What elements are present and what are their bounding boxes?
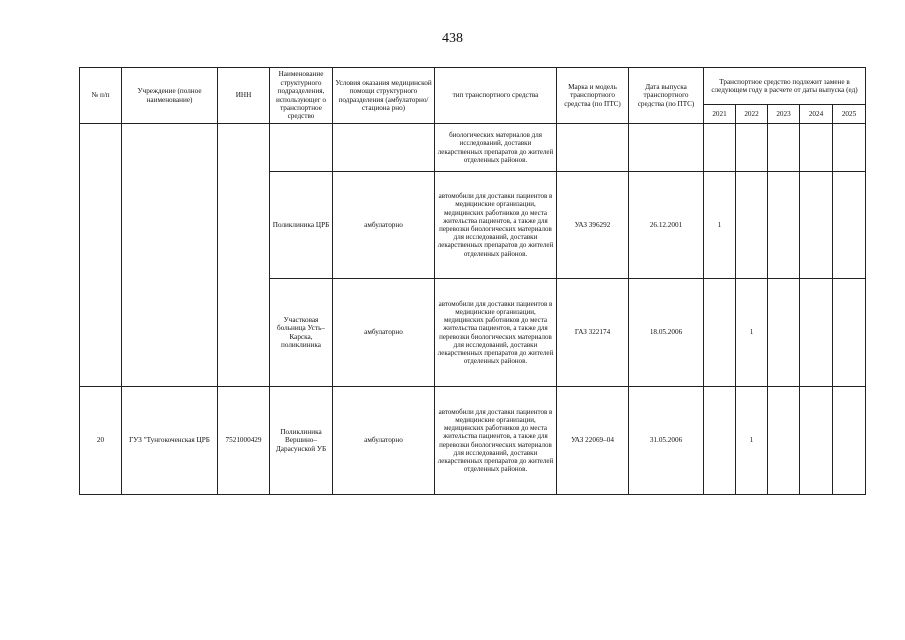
table-row [80,124,866,172]
institution-cell [122,124,218,387]
header-model: Марка и модель транспортного средства (по ПТС) [557,68,629,124]
year-2021-cell [704,124,736,172]
unit-cell [270,124,333,172]
year-2024-cell [800,124,833,172]
year-2025-cell [833,124,866,172]
header-row [80,68,866,105]
header-year-2021: 2021 [704,105,736,124]
conditions-cell: амбулаторно [333,172,435,279]
header-conditions: Условия оказания медицинской помощи структурного подразделения (амбулаторно/стациона рно) [333,68,435,124]
page-number: 438 [442,31,463,46]
unit-cell: Участковая больница Усть–Карска, поликлиника [270,279,333,387]
year-2022-cell: 1 [736,387,768,495]
header-year-2025: 2025 [833,105,866,124]
issue-date-cell [629,124,704,172]
issue-date-cell: 31.05.2006 [629,387,704,495]
header-unit: Наименование структурного подразделения, использующег о транспортное средство [270,68,333,124]
conditions-cell: амбулаторно [333,387,435,495]
vehicle-type-cell: биологических материалов для исследований, доставки лекарственных препаратов до жителей отделенных районов. [435,124,557,172]
vehicle-type-cell: автомобили для доставки пациентов в медицинские организации, медицинских работников до места жительства пациентов, а также для перевозки биологических материалов для исследований, доставки лекарственных препаратов до жителей отделенных районов. [435,387,557,495]
num-cell [80,124,122,387]
header-replacement: Транспортное средство подлежит замене в следующем году в расчете от даты выпуска (ед) [704,68,866,105]
year-2022-cell [736,172,768,279]
unit-cell: Поликлиника ЦРБ [270,172,333,279]
model-cell: УАЗ 396292 [557,172,629,279]
year-2021-cell: 1 [704,172,736,279]
year-2022-cell: 1 [736,279,768,387]
header-year-2023: 2023 [768,105,800,124]
table-row [80,387,866,495]
header-year-2022: 2022 [736,105,768,124]
year-2022-cell [736,124,768,172]
header-issue-date: Дата выпуска транспортного средства (по ПТС) [629,68,704,124]
header-vehicle-type: тип транспортного средства [435,68,557,124]
unit-cell: Поликлиника Вершино–Дарасунской УБ [270,387,333,495]
year-2024-cell [800,387,833,495]
inn-cell [218,124,270,387]
header-num: № п/п [80,68,122,124]
year-2024-cell [800,279,833,387]
year-2023-cell [768,387,800,495]
inn-cell: 7521000429 [218,387,270,495]
year-2023-cell [768,124,800,172]
vehicle-type-cell: автомобили для доставки пациентов в медицинские организации, медицинских работников до места жительства пациентов, а также для перевозки биологических материалов для исследований, доставки лекарственных препаратов до жителей отделенных районов. [435,279,557,387]
vehicle-type-cell: автомобили для доставки пациентов в медицинские организации, медицинских работников до места жительства пациентов, а также для перевозки биологических материалов для исследований, доставки лекарственных препаратов до жителей отделенных районов. [435,172,557,279]
conditions-cell: амбулаторно [333,279,435,387]
year-2025-cell [833,172,866,279]
num-cell: 20 [80,387,122,495]
conditions-cell [333,124,435,172]
model-cell: ГАЗ 322174 [557,279,629,387]
issue-date-cell: 18.05.2006 [629,279,704,387]
year-2025-cell [833,387,866,495]
header-institution: Учреждение (полное наименование) [122,68,218,124]
header-year-2024: 2024 [800,105,833,124]
year-2021-cell [704,387,736,495]
institution-cell: ГУЗ "Тунгокоченская ЦРБ [122,387,218,495]
model-cell: УАЗ 22069–04 [557,387,629,495]
year-2024-cell [800,172,833,279]
transport-table [79,67,866,495]
year-2023-cell [768,172,800,279]
issue-date-cell: 26.12.2001 [629,172,704,279]
header-inn: ИНН [218,68,270,124]
year-2023-cell [768,279,800,387]
model-cell [557,124,629,172]
year-2025-cell [833,279,866,387]
year-2021-cell [704,279,736,387]
